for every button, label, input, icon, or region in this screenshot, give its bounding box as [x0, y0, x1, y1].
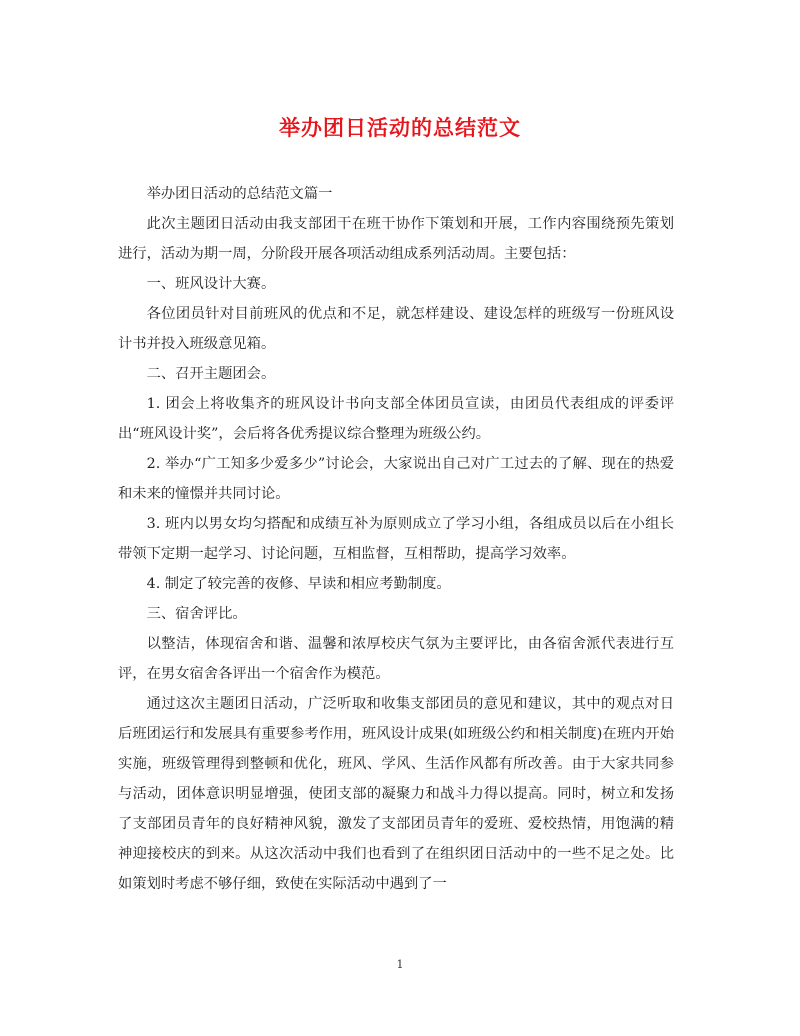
document-title: 举办团日活动的总结范文	[279, 116, 521, 140]
paragraph-9: 4. 制定了较完善的夜修、早读和相应考勤制度。	[146, 576, 451, 592]
paragraph-7: 2. 举办“广工知多少爱多少”讨论会，大家说出自己对广工过去的了解、现在的热爱和未来的憧憬并共同讨论。	[118, 456, 674, 502]
paragraph-6: 1. 团会上将收集齐的班风设计书向支部全体团员宣读，由团员代表组成的评委评出“班风设计奖”，会后将各优秀提议综合整理为班级公约。	[118, 396, 674, 442]
paragraph-2: 此次主题团日活动由我支部团干在班干协作下策划和开展，工作内容围绕预先策划进行，活动为期一周，分阶段开展各项活动组成系列活动周。主要包括：	[118, 216, 674, 262]
document-body	[118, 179, 674, 899]
paragraph-4: 各位团员针对目前班风的优点和不足，就怎样建设、建设怎样的班级写一份班风设计书并投入班级意见箱。	[118, 306, 674, 352]
paragraph-10: 三、宿舍评比。	[146, 606, 247, 622]
paragraph-12: 通过这次主题团日活动，广泛听取和收集支部团员的意见和建议，其中的观点对日后班团运行和发展具有重要参考作用，班风设计成果(如班级公约和相关制度)在班内开始实施，班级管理得到整顿和优化，班风、学风、生活作风都有所改善。由于大家共同参与活动，团体意识明显增强，使团支部的凝聚力和战斗力得以提高。同时，树立和发扬了支部团员青年的良好精神风貌，激发了支部团员青年的爱班、爱校热情，用饱满的精神迎接校庆的到来。从这次活动中我们也看到了在组织团日活动中的一些不足之处。比如策划时考虑不够仔细，致使在实际活动中遇到了一	[118, 696, 674, 892]
paragraph-3: 一、班风设计大赛。	[146, 276, 276, 292]
paragraph-8: 3. 班内以男女均匀搭配和成绩互补为原则成立了学习小组，各组成员以后在小组长带领下定期一起学习、讨论问题，互相监督，互相帮助，提高学习效率。	[118, 516, 674, 562]
paragraph-11: 以整洁，体现宿舍和谐、温馨和浓厚校庆气氛为主要评比，由各宿舍派代表进行互评，在男女宿舍各评出一个宿舍作为模范。	[118, 636, 674, 682]
page-number: 1	[396, 958, 404, 971]
paragraph-1: 举办团日活动的总结范文篇一	[146, 186, 333, 202]
paragraph-5: 二、召开主题团会。	[146, 366, 276, 382]
